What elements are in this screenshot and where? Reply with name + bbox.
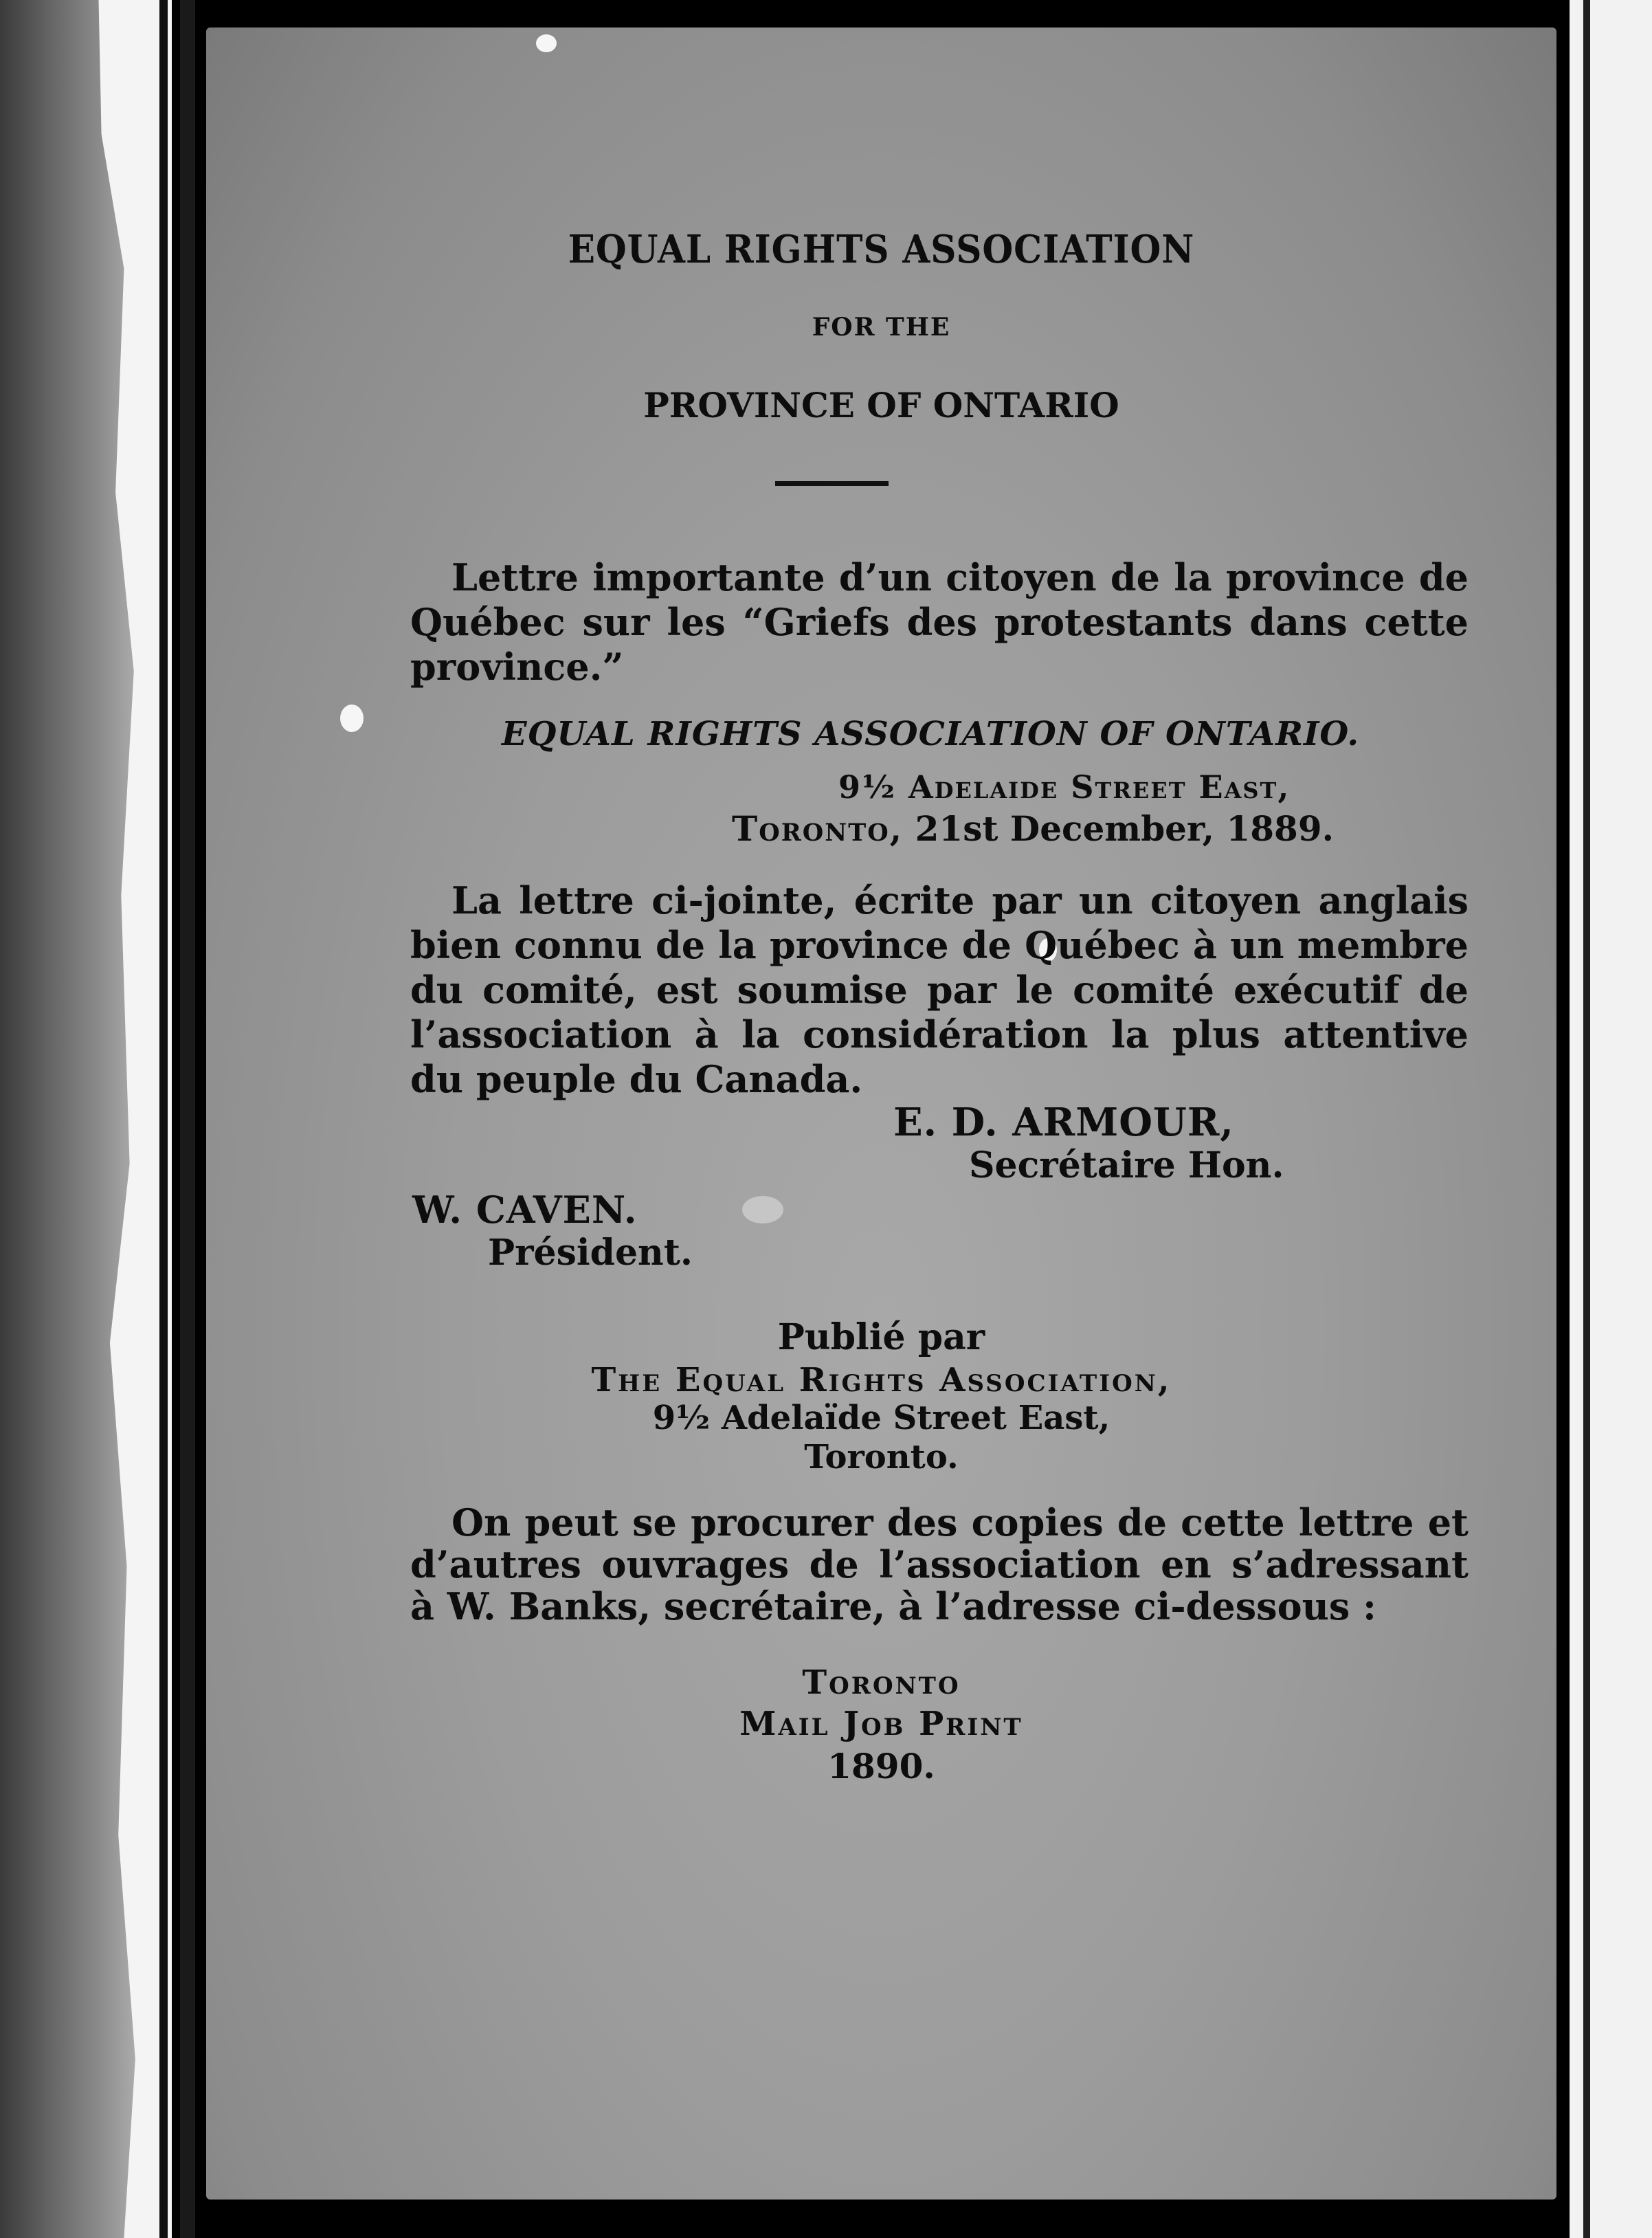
association-title: EQUAL RIGHTS ASSOCIATION (568, 227, 1195, 272)
publisher-name: The Equal Rights Association, (591, 1361, 1172, 1399)
copies-note-paragraph: On peut se procurer des copies de cette lettre et d’autres ouvrages de l’association en s’adressant à W. Banks, secrétaire, à l’adresse ci-dessous : (410, 1500, 1469, 1628)
published-by-label: Publié par (777, 1316, 985, 1358)
secretary-title: Secrétaire Hon. (969, 1144, 1284, 1186)
letterhead-city: Toronto, (732, 808, 904, 849)
province-title: PROVINCE OF ONTARIO (643, 385, 1119, 425)
president-name: W. CAVEN. (412, 1188, 638, 1232)
page-edge-shadow (180, 0, 195, 2238)
title-rule (775, 481, 889, 486)
intro-paragraph: Lettre importante d’un citoyen de la province de Québec sur les “Griefs des protestants dans cette province.” (410, 555, 1469, 689)
publisher-city: Toronto. (804, 1438, 959, 1476)
gutter-line (159, 0, 168, 2238)
paper-speck (536, 34, 557, 52)
letterhead-organisation: EQUAL RIGHTS ASSOCIATION OF ONTARIO. (502, 715, 1360, 753)
imprint-printer: Mail Job Print (739, 1705, 1023, 1743)
letterhead-address: 9½ Adelaide Street East, (838, 768, 1291, 806)
president-title: Président. (488, 1232, 693, 1274)
imprint-city: Toronto (802, 1663, 961, 1702)
letterhead-dateline (732, 808, 1334, 849)
publisher-address: 9½ Adelaïde Street East, (652, 1399, 1110, 1437)
letterhead-date: 21st December, 1889. (915, 808, 1335, 849)
body-paragraph: La lettre ci-jointe, écrite par un citoyen anglais bien connu de la province de Québec à un membre du comité, est soumise par le comité exécutif de l’association à la considération la plus attentive du peuple du Canada. (410, 878, 1469, 1101)
paper-speck (340, 705, 364, 732)
secretary-name: E. D. ARMOUR, (893, 1100, 1234, 1145)
right-margin (1570, 0, 1652, 2238)
facing-page-fragment (0, 0, 172, 2238)
imprint-year: 1890. (827, 1746, 935, 1786)
facing-page-scan (0, 0, 141, 2238)
document-page (206, 27, 1556, 2200)
right-page-edge (1583, 0, 1590, 2238)
paper-speck (742, 1196, 783, 1223)
for-the-label: FOR THE (812, 313, 951, 342)
